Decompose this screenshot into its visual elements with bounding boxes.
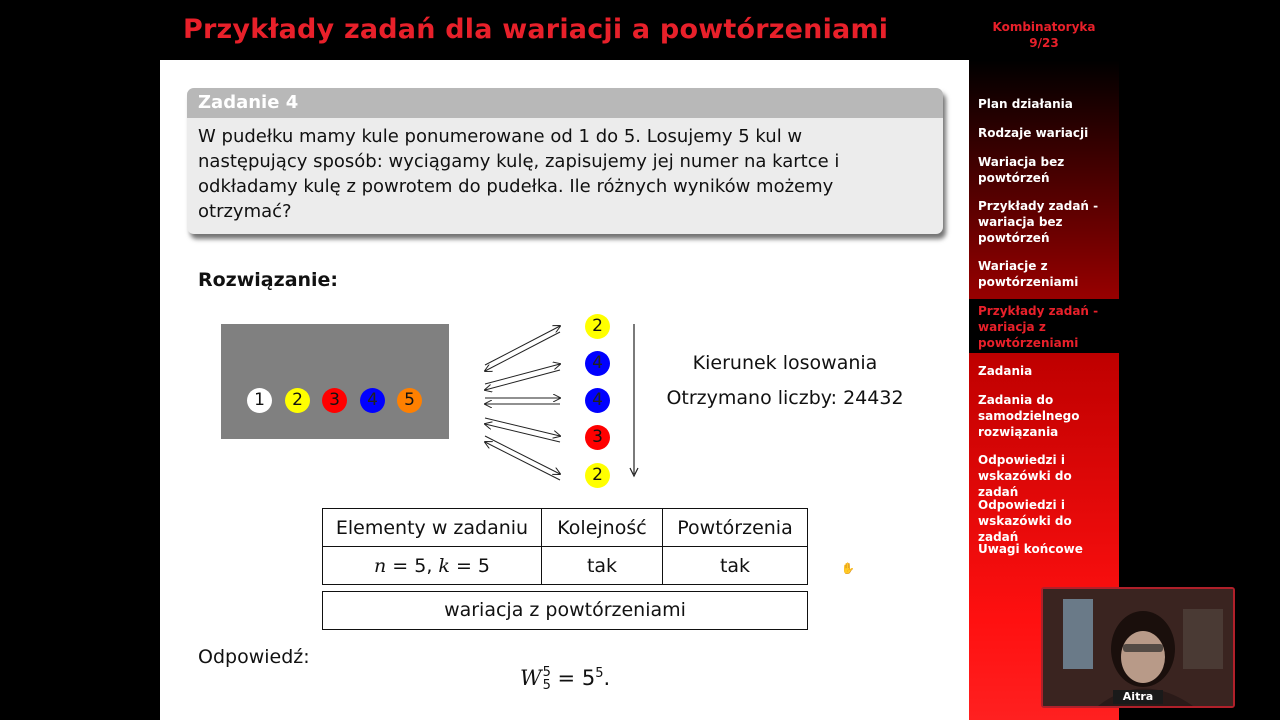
box-ball: 3 — [322, 388, 347, 413]
draw-arrows — [480, 318, 570, 488]
formula-sup: 5 — [542, 665, 551, 680]
task-block — [187, 88, 943, 234]
direction-label: Kierunek losowania — [692, 352, 878, 374]
cell-order: tak — [542, 547, 663, 585]
header-order: Kolejność — [542, 509, 663, 547]
formula-exp: 5 — [595, 666, 604, 681]
hand-cursor-icon: ✋ — [841, 562, 855, 575]
result-label: Otrzymano liczby: 24432 — [666, 387, 904, 409]
drawn-ball: 2 — [585, 314, 610, 339]
formula-symbol: W — [520, 666, 542, 690]
var-k: k — [438, 554, 450, 577]
sidebar-item-odpowiedzi-2[interactable]: Odpowiedzi i wskazówki do zadań — [978, 498, 1072, 544]
sidebar-item-przyklady-bez-powtorzen[interactable]: Przykłady zadań - wariacja bez powtórzeń — [978, 199, 1099, 245]
sidebar-header — [969, 19, 1119, 51]
task-line: W pudełku mamy kule ponumerowane od 1 do 5. Losujemy 5 kul w — [198, 126, 803, 147]
params-eq2: = 5 — [449, 554, 491, 577]
task-line: odkładamy kulę z powrotem do pudełka. Ile różnych wyników możemy — [198, 176, 834, 197]
slide-title: Przykłady zadań dla wariacji a powtórzeniami — [183, 14, 889, 45]
webcam-video — [1043, 589, 1233, 706]
properties-table — [322, 508, 808, 585]
solution-label: Rozwiązanie: — [198, 269, 339, 291]
drawn-ball: 4 — [585, 351, 610, 376]
sidebar-item-zadania[interactable]: Zadania — [978, 364, 1033, 378]
formula-sub: 5 — [542, 678, 551, 693]
ball-box — [221, 324, 449, 439]
task-line: następujący sposób: wyciągamy kulę, zapisujemy jej numer na kartce i — [198, 151, 840, 172]
table-row — [323, 547, 808, 585]
drawn-ball: 2 — [585, 463, 610, 488]
formula-rhs: = 5 — [550, 666, 596, 690]
cell-repetition: tak — [663, 547, 808, 585]
answer-formula — [520, 666, 610, 692]
cell-params — [323, 547, 542, 585]
presentation-title: Kombinatoryka — [992, 20, 1096, 34]
box-ball: 1 — [247, 388, 272, 413]
sidebar-item-wariacje-z-powtorzeniami[interactable]: Wariacje z powtórzeniami — [978, 259, 1079, 289]
sidebar-item-wariacja-bez-powtorzen[interactable]: Wariacja bez powtórzeń — [978, 155, 1065, 185]
var-n: n — [373, 554, 387, 577]
drawn-ball: 4 — [585, 388, 610, 413]
page-counter: 9/23 — [1029, 36, 1059, 50]
header-elements: Elementy w zadaniu — [323, 509, 542, 547]
sidebar-item-zadania-samodzielne[interactable]: Zadania do samodzielnego rozwiązania — [978, 393, 1080, 439]
sidebar-item-odpowiedzi-1[interactable]: Odpowiedzi i wskazówki do zadań — [978, 453, 1072, 499]
box-ball: 2 — [285, 388, 310, 413]
task-line: otrzymać? — [198, 201, 292, 222]
webcam-overlay — [1041, 587, 1235, 708]
table-row — [323, 509, 808, 547]
formula-indices — [543, 666, 551, 692]
params-eq1: = 5, — [386, 554, 439, 577]
task-text — [187, 118, 943, 230]
direction-arrow — [628, 322, 640, 480]
sidebar-item-plan[interactable]: Plan działania — [978, 97, 1073, 111]
header-repetition: Powtórzenia — [663, 509, 808, 547]
webcam-name: Aitra — [1113, 690, 1163, 704]
formula-end: . — [603, 666, 611, 690]
task-heading: Zadanie 4 — [187, 88, 943, 118]
drawn-ball: 3 — [585, 425, 610, 450]
sidebar-item-uwagi-koncowe[interactable]: Uwagi końcowe — [978, 542, 1083, 556]
slide-content — [160, 60, 969, 720]
sidebar-item-rodzaje-wariacji[interactable]: Rodzaje wariacji — [978, 126, 1089, 140]
box-ball: 5 — [397, 388, 422, 413]
box-ball: 4 — [360, 388, 385, 413]
sidebar-item-przyklady-z-powtorzeniami[interactable]: Przykłady zadań - wariacja z powtórzeniami — [978, 304, 1099, 350]
summary-box: wariacja z powtórzeniami — [322, 591, 808, 630]
answer-label: Odpowiedź: — [198, 646, 310, 668]
